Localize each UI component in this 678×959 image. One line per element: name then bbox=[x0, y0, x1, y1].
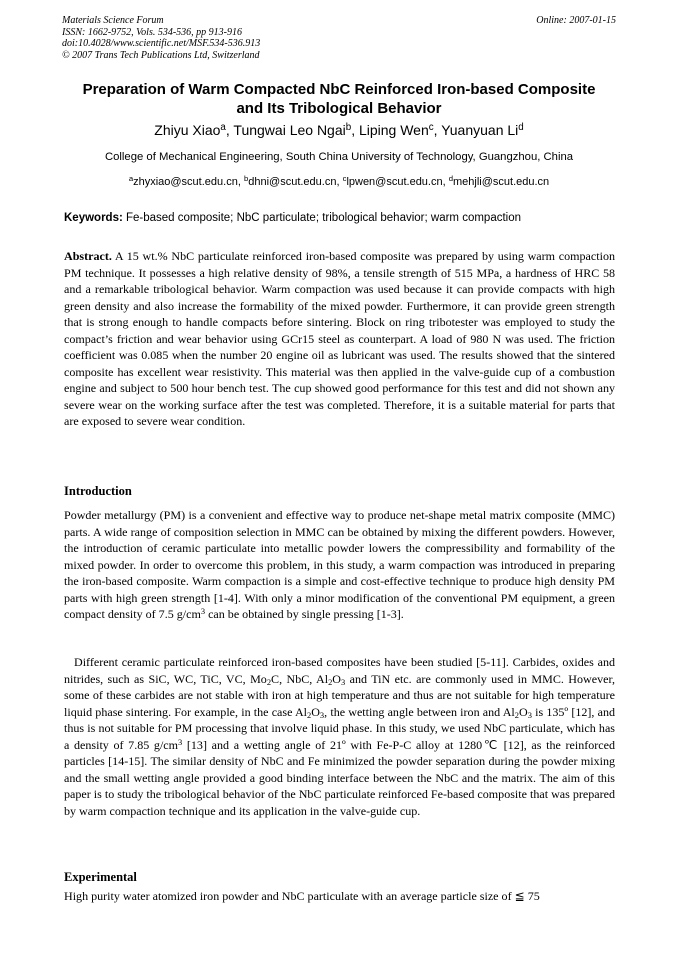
email-entry[interactable] bbox=[244, 176, 343, 188]
affiliation: College of Mechanical Engineering, South China University of Technology, Guangzhou, China bbox=[104, 151, 574, 163]
author-name: Liping Wen bbox=[358, 122, 429, 138]
email-mark: b bbox=[243, 174, 249, 184]
paragraph-text: is 135º [12], and thus is not suitable for PM processing that involve liquid phase. In this study, we used NbC particulate, which has a density of 7.85 g/cm bbox=[64, 704, 615, 752]
author-sep: , bbox=[433, 122, 442, 138]
superscript: 3 bbox=[178, 736, 183, 747]
experimental-paragraph-1: High purity water atomized iron powder and NbC particulate with an average particle size of ≦ 75 bbox=[64, 889, 540, 903]
email-entry[interactable] bbox=[129, 176, 244, 188]
email-address[interactable]: mehjli@scut.edu.cn bbox=[453, 176, 550, 188]
email-sep: , bbox=[442, 176, 449, 188]
doi-line: doi:10.4028/www.scientific.net/MSF.534-536.913 bbox=[62, 38, 261, 49]
introduction-paragraph-2 bbox=[64, 654, 615, 819]
subscript: 2 bbox=[514, 709, 519, 720]
subscript: 3 bbox=[341, 676, 346, 687]
experimental-heading: Experimental bbox=[64, 870, 137, 884]
copyright-line: © 2007 Trans Tech Publications Ltd, Switzerland bbox=[62, 49, 260, 61]
author-sep: , bbox=[351, 122, 359, 138]
paragraph-text: Different ceramic particulate reinforced iron-based composites have been studied [5-11]. Carbides, oxides and nitrides, such as SiC, WC, TiC, VC, Mo bbox=[64, 655, 615, 686]
author-mark: b bbox=[345, 122, 352, 134]
paragraph-text: and TiN etc. are commonly used in MMC. However, some of these carbides are not stable with iron at high temperature and thus are not suitable for high temperature liquid phase sintering. For example, in the case Al bbox=[64, 671, 615, 719]
paper-title bbox=[40, 80, 638, 118]
paragraph-text: [13] and a wetting angle of 21º with Fe-P-C alloy at 1280℃ [12], as the reinforced particles [14-15]. The similar density of NbC and Fe minimized the powder separation during the powder mixing and the small wetting angle provided a good binding interface between the NbC and the matrix. The aim of this paper is to study the tribological behavior of the NbC particulate reinforced Fe-based composite that was prepared by warm compaction technique and its application in the valve-guide cup. bbox=[64, 737, 615, 818]
subscript: 3 bbox=[319, 709, 325, 720]
superscript: 3 bbox=[200, 605, 206, 616]
keywords-text: Fe-based composite; NbC particulate; tribological behavior; warm compaction bbox=[122, 212, 522, 224]
subscript: 2 bbox=[307, 709, 312, 720]
author-mark: a bbox=[220, 122, 226, 134]
paragraph-text: O bbox=[311, 704, 320, 719]
paragraph-text: C, NbC, Al bbox=[271, 671, 329, 686]
email-sep: , bbox=[237, 176, 244, 188]
paragraph-text: can be obtained by single pressing [1-3]. bbox=[205, 607, 404, 621]
email-mark: d bbox=[448, 174, 454, 184]
introduction-paragraph-1 bbox=[64, 507, 615, 623]
keywords bbox=[64, 211, 616, 225]
author bbox=[359, 122, 441, 138]
email-address[interactable]: dhni@scut.edu.cn bbox=[248, 176, 337, 188]
abstract bbox=[64, 248, 615, 430]
title-line-2: and Its Tribological Behavior bbox=[236, 100, 442, 117]
title-line-1: Preparation of Warm Compacted NbC Reinforced Iron-based Composite bbox=[82, 81, 596, 98]
email-mark: c bbox=[342, 174, 347, 184]
author-list bbox=[40, 121, 638, 139]
paragraph-text: O bbox=[332, 671, 341, 686]
subscript: 3 bbox=[527, 709, 532, 720]
abstract-label: Abstract. bbox=[64, 249, 112, 263]
email-entry[interactable] bbox=[449, 176, 549, 188]
paragraph-text: Powder metallurgy (PM) is a convenient and effective way to produce net-shape metal matrix composite (MMC) parts. A wide range of composition selection in MMC can be obtained by mixing the different powders. However, the introduction of ceramic particulate into metallic powder lowers the compressibility and formability of the mixed powder. In order to overcome this problem, in this study, a warm compaction was introduced in preparing the iron-based composite. Warm compaction is a simple and cost-effective technique to produce high density PM parts with high green strength [1-4]. With only a minor modification of the conventional PM equipment, a green compact density of 7.5 g/cm bbox=[64, 508, 615, 621]
subscript: 2 bbox=[266, 676, 272, 687]
email-mark: a bbox=[128, 174, 134, 184]
introduction-heading: Introduction bbox=[64, 484, 132, 498]
author-mark: c bbox=[428, 122, 434, 134]
keywords-label: Keywords: bbox=[64, 212, 123, 224]
paragraph-text: , the wetting angle between iron and Al bbox=[324, 704, 515, 719]
author bbox=[441, 122, 524, 138]
author-sep: , bbox=[225, 122, 234, 138]
author-name: Zhiyu Xiao bbox=[154, 122, 221, 138]
subscript: 2 bbox=[328, 676, 333, 687]
email-entry[interactable] bbox=[343, 176, 449, 188]
issn-line: ISSN: 1662-9752, Vols. 534-536, pp 913-916 bbox=[62, 26, 242, 38]
abstract-text: A 15 wt.% NbC particulate reinforced iron-based composite was prepared by using warm compaction PM technique. It possesses a high relative density of 98%, a tensile strength of 515 MPa, a hardness of HRC 58 and a remarkable tribological behavior. Warm compaction was used because it can provide compacts with high green density and also increase the formability of the mixed powder. Furthermore, it can provide green strength that is strong enough to handle compacts before sintering. Block on ring tribotester was employed to study the compact’s friction and wear behavior using GCr15 steel as counterpart. A load of 980 N was used. The friction coefficient was 0.085 when the number 20 engine oil as lubricant was used. The results showed that the sintered composite has excellent wear resistivity. This material was then applied in the valve-guide cup of a combustion engine and subject to 500 hour bench test. The cup showed good performance for this test and did not shown any severe wear on the working surface after the test was completed. Therefore, it is a suitable material for parts that are exposed to severe wear condition. bbox=[64, 249, 615, 428]
author-name: Tungwai Leo Ngai bbox=[233, 122, 346, 138]
author bbox=[233, 122, 359, 138]
journal-name: Materials Science Forum bbox=[62, 15, 164, 26]
online-date: Online: 2007-01-15 bbox=[536, 15, 616, 26]
author-mark: d bbox=[518, 122, 524, 134]
paragraph-text: O bbox=[518, 704, 528, 719]
email-address[interactable]: zhyxiao@scut.edu.cn bbox=[133, 176, 238, 188]
email-list bbox=[40, 175, 638, 189]
author bbox=[154, 122, 233, 138]
journal-header bbox=[62, 15, 260, 61]
email-address[interactable]: lpwen@scut.edu.cn bbox=[346, 176, 443, 188]
author-name: Yuanyuan Li bbox=[441, 122, 519, 138]
email-sep: , bbox=[336, 176, 343, 188]
